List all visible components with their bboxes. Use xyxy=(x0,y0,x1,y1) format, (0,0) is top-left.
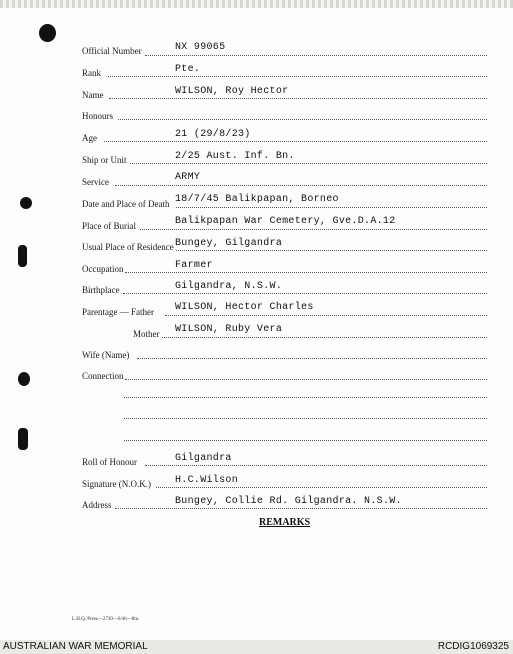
field-value-mother: WILSON, Ruby Vera xyxy=(175,324,283,335)
field-line xyxy=(115,185,487,186)
field-label-service: Service xyxy=(82,177,109,187)
field-value-rank: Pte. xyxy=(175,64,201,75)
field-value-signature: H.C.Wilson xyxy=(175,475,239,486)
field-label-wife: Wife (Name) xyxy=(82,350,130,360)
punch-hole xyxy=(39,24,56,42)
field-line xyxy=(145,465,487,466)
field-value-place-of-burial: Balikpapan War Cemetery, Gve.D.A.12 xyxy=(175,216,396,227)
field-value-date-place-of-death: 18/7/45 Balikpapan, Borneo xyxy=(175,194,339,205)
field-label-ship-or-unit: Ship or Unit xyxy=(82,155,127,165)
field-line xyxy=(140,229,487,230)
footer-record-id: RCDIG1069325 xyxy=(437,641,509,652)
field-label-honours: Honours xyxy=(82,111,113,121)
field-line xyxy=(115,508,487,509)
field-line xyxy=(118,119,487,120)
field-value-official-number: NX 99065 xyxy=(175,42,226,53)
punch-hole xyxy=(20,197,32,209)
field-line xyxy=(145,55,487,56)
field-label-father: Parentage — Father xyxy=(82,307,154,317)
scan-edge xyxy=(0,0,513,8)
field-label-date-place-of-death: Date and Place of Death xyxy=(82,199,170,209)
connection-extra-line xyxy=(124,440,487,441)
field-value-father: WILSON, Hector Charles xyxy=(175,302,314,313)
field-line xyxy=(125,379,487,380)
field-value-usual-residence: Bungey, Gilgandra xyxy=(175,238,283,249)
connection-extra-line xyxy=(124,418,487,419)
field-label-address: Address xyxy=(82,500,112,510)
field-label-birthplace: Birthplace xyxy=(82,285,120,295)
field-line xyxy=(108,76,487,77)
field-value-birthplace: Gilgandra, N.S.W. xyxy=(175,281,283,292)
connection-extra-line xyxy=(124,397,487,398)
field-label-rank: Rank xyxy=(82,68,101,78)
field-line xyxy=(109,98,487,99)
field-line xyxy=(123,293,487,294)
field-value-service: ARMY xyxy=(175,172,201,183)
printer-imprint: L.H.Q. Press—2730—6/46—8m. xyxy=(72,617,140,622)
field-line xyxy=(165,315,487,316)
remarks-heading: REMARKS xyxy=(259,517,311,528)
field-label-mother: Mother xyxy=(133,329,160,339)
field-value-occupation: Farmer xyxy=(175,260,213,271)
field-line xyxy=(137,358,487,359)
field-label-occupation: Occupation xyxy=(82,264,124,274)
field-label-usual-residence: Usual Place of Residence xyxy=(82,242,174,252)
field-label-signature: Signature (N.O.K.) xyxy=(82,479,151,489)
field-value-name: WILSON, Roy Hector xyxy=(175,86,289,97)
field-label-official-number: Official Number xyxy=(82,46,142,56)
field-label-place-of-burial: Place of Burial xyxy=(82,221,136,231)
field-label-connection: Connection xyxy=(82,371,124,381)
field-line xyxy=(176,207,487,208)
field-line xyxy=(130,163,487,164)
field-label-name: Name xyxy=(82,90,104,100)
field-value-roll-of-honour: Gilgandra xyxy=(175,453,232,464)
field-value-age: 21 (29/8/23) xyxy=(175,129,251,140)
field-line xyxy=(162,337,487,338)
field-line xyxy=(104,141,487,142)
field-line xyxy=(125,272,487,273)
punch-hole xyxy=(18,372,30,386)
field-value-ship-or-unit: 2/25 Aust. Inf. Bn. xyxy=(175,151,295,162)
field-label-age: Age xyxy=(82,133,97,143)
punch-hole xyxy=(18,245,27,267)
field-line xyxy=(156,487,487,488)
field-label-roll-of-honour: Roll of Honour xyxy=(82,457,137,467)
field-value-address: Bungey, Collie Rd. Gilgandra. N.S.W. xyxy=(175,496,402,507)
field-line xyxy=(176,250,487,251)
punch-hole xyxy=(18,428,28,450)
footer-archive-name: AUSTRALIAN WAR MEMORIAL xyxy=(3,641,148,652)
